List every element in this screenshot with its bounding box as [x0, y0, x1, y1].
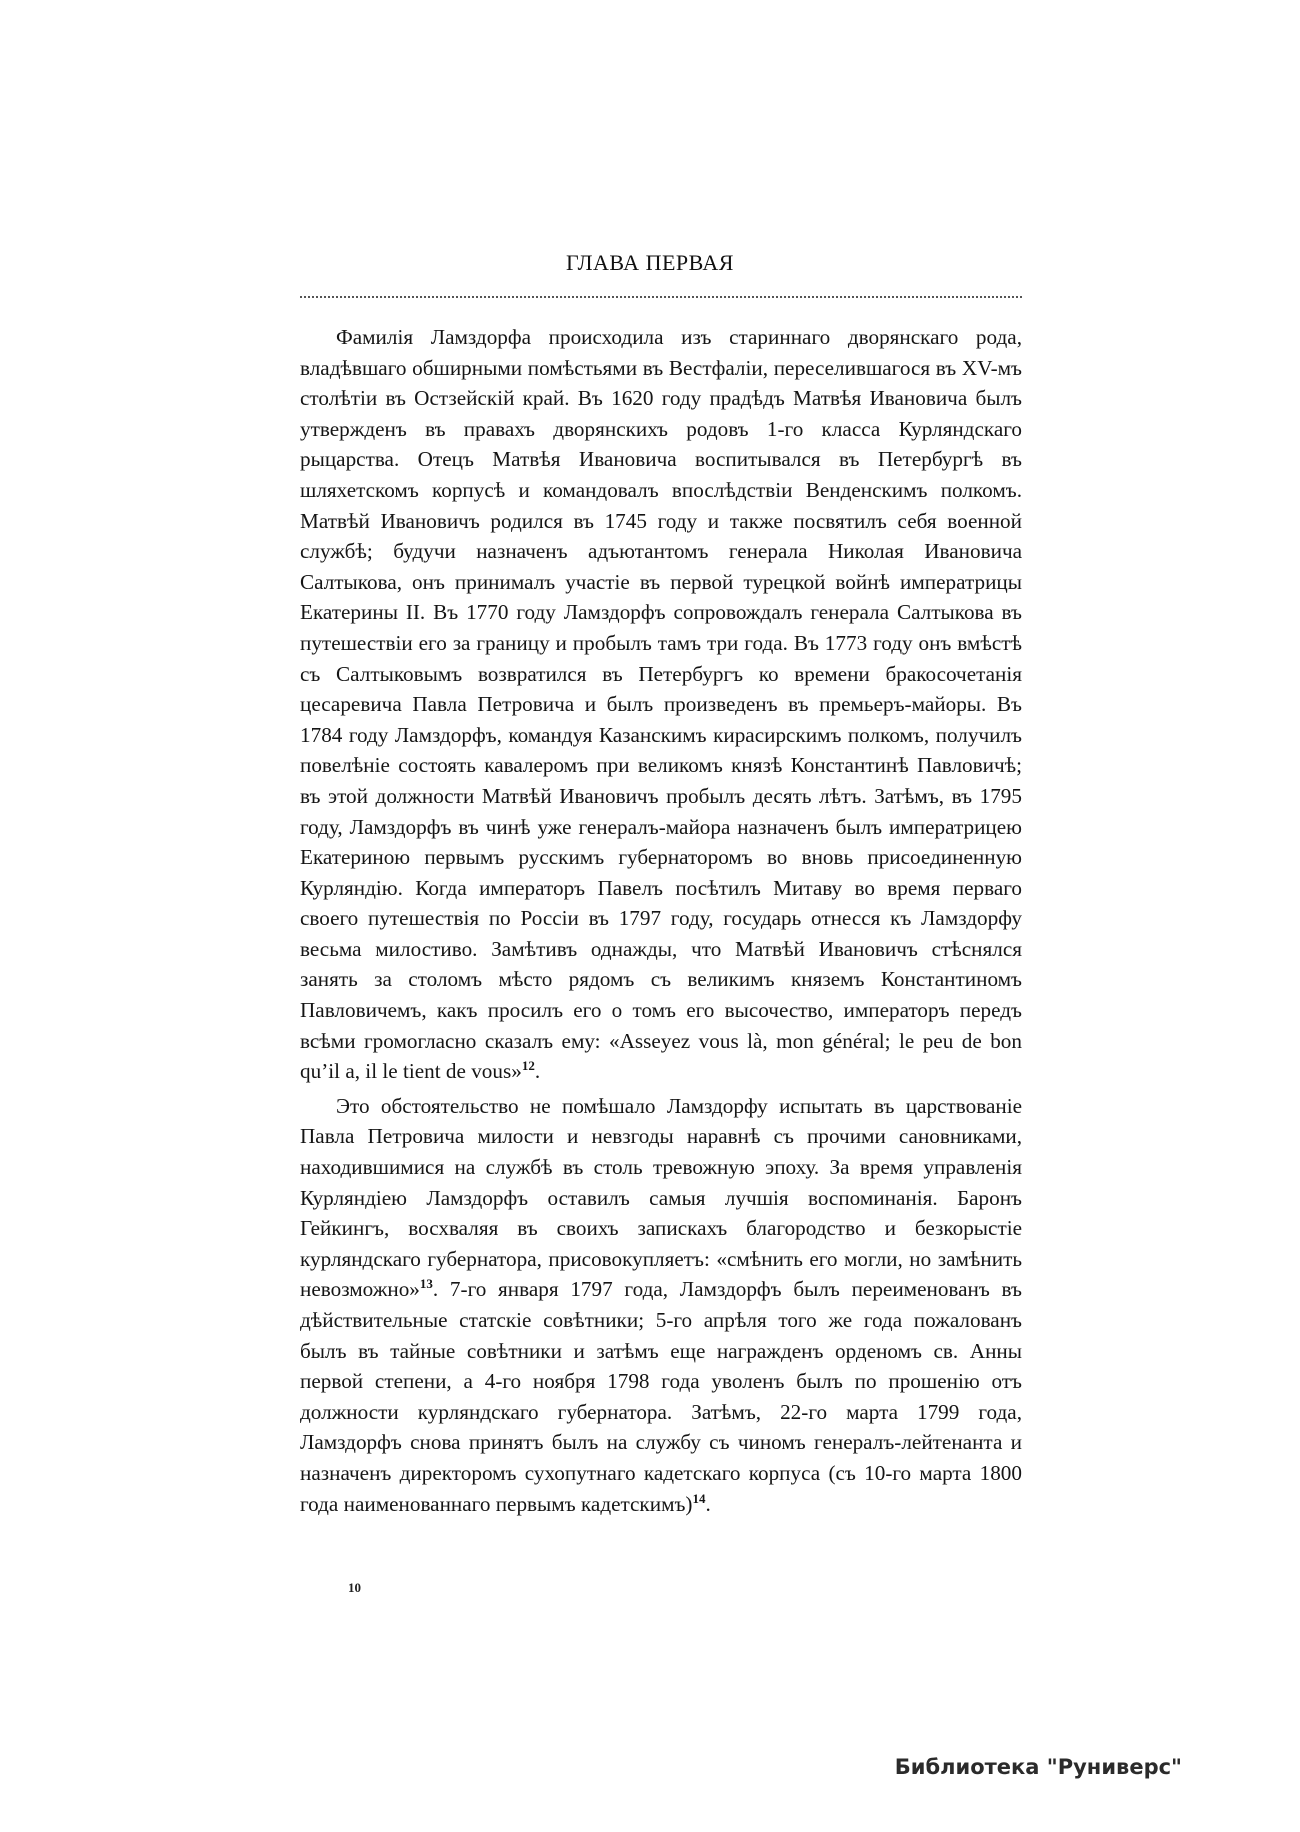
paragraph-2	[300, 1091, 1022, 1519]
paragraph-2-text: Это обстоятельство не помѣшало Ламздорфу испытать въ царствованіе Павла Петровича милости и невзгоды наравнѣ съ прочими сановниками, находившимися на службѣ въ столь тревожную эпоху. За время управленія Курляндіею Ламздорфъ оставилъ самыя лучшія воспоминанія. Баронъ Гейкингъ, восхваляя въ своихъ запискахъ благородство и безкорыстіе курляндскаго губернатора, присовокупляетъ: «смѣнить его могли, но замѣнить невозможно»	[300, 1093, 1022, 1302]
footnote-ref-14: 14	[692, 1490, 706, 1506]
paragraph-1	[300, 322, 1022, 1087]
footnote-ref-13: 13	[419, 1276, 433, 1292]
paragraph-1-text: Фамилія Ламздорфа происходила изъ стариннаго дворянскаго рода, владѣвшаго обширными помѣстьями въ Вестфаліи, переселившагося въ XV-мъ столѣтіи въ Остзейскій край. Въ 1620 году прадѣдъ Матвѣя Ивановича былъ утвержденъ въ правахъ дворянскихъ родовъ 1-го класса Курляндскаго рыцарства. Отецъ Матвѣя Ивановича воспитывался въ Петербургѣ въ шляхетскомъ корпусѣ и командовалъ впослѣдствіи Венденскимъ полкомъ. Матвѣй Ивановичъ родился въ 1745 году и также посвятилъ себя военной службѣ; будучи назначенъ адъютантомъ генерала Николая Ивановича Салтыкова, онъ принималъ участіе въ первой турецкой войнѣ императрицы Екатерины II. Въ 1770 году Ламздорфъ сопровождалъ генерала Салтыкова въ путешествіи его за границу и пробылъ тамъ три года. Въ 1773 году онъ вмѣстѣ съ Салтыковымъ возвратился въ Петербургъ ко времени бракосочетанія цесаревича Павла Петровича и былъ произведенъ въ премьеръ-майоры. Въ 1784 году Ламздорфъ, командуя Казанскимъ кирасирскимъ полкомъ, получилъ повелѣніе состоять кавалеромъ при великомъ князѣ Константинѣ Павловичѣ; въ этой должности Матвѣй Ивановичъ пробылъ десять лѣтъ. Затѣмъ, въ 1795 году, Ламздорфъ въ чинѣ уже генералъ-майора назначенъ былъ императрицею Екатериною первымъ русскимъ губернаторомъ во вновь присоединенную Курляндію. Когда императоръ Павелъ посѣтилъ Митаву во время перваго своего путешествія по Россіи въ 1797 году, государь отнесся къ Ламздорфу весьма милостиво. Замѣтивъ однажды, что Матвѣй Ивановичъ стѣснялся занять за столомъ мѣсто рядомъ съ великимъ княземъ Константиномъ Павловичемъ, какъ просилъ его о томъ его высочество, императоръ передъ всѣми громогласно сказалъ ему: «Asseyez vous là, mon général; le peu de bon qu’il a, il le tient de vous»	[300, 325, 1022, 1084]
paragraph-2-tail-2: .	[705, 1491, 711, 1516]
dotted-rule	[300, 296, 1022, 298]
body-text	[300, 322, 1022, 1519]
library-watermark: Библиотека "Руниверс"	[894, 1755, 1182, 1779]
paragraph-2-tail: . 7-го января 1797 года, Ламздорфъ былъ переименованъ въ дѣйствительные статскіе совѣтники; 5-го апрѣля того же года пожалованъ былъ въ тайные совѣтники и затѣмъ еще награжденъ орденомъ св. Анны первой степени, а 4-го ноября 1798 года уволенъ былъ по прошенію отъ должности курляндскаго губернатора. Затѣмъ, 22-го марта 1799 года, Ламздорфъ снова принятъ былъ на службу съ чиномъ генералъ-лейтенанта и назначенъ директоромъ сухопутнаго кадетскаго корпуса (съ 10-го марта 1800 года наименованнаго первымъ кадетскимъ)	[300, 1277, 1022, 1516]
paragraph-1-tail: .	[534, 1059, 541, 1084]
page-number: 10	[348, 1580, 361, 1595]
chapter-title: ГЛАВА ПЕРВАЯ	[566, 250, 734, 275]
footnote-ref-12: 12	[521, 1058, 535, 1074]
